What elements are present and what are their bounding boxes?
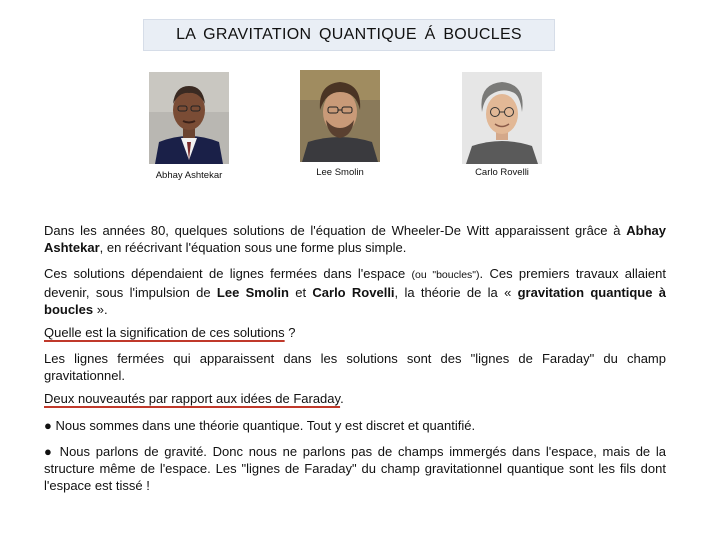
solutions-text-c: et	[288, 285, 313, 300]
intro-text-a: Dans les années 80, quelques solutions de l'équation de Wheeler-De Witt apparaissent grâce à	[44, 223, 627, 238]
name-carlo-rovelli: Carlo Rovelli	[312, 285, 395, 300]
question-nouveautes	[44, 390, 666, 407]
solutions-text-d: , la théorie de la «	[394, 285, 518, 300]
theory-name: gravitation quantique à boucles	[44, 285, 666, 317]
paragraph-faraday-lines: Les lignes fermées qui apparaissent dans les solutions sont des "lignes de Faraday" du champ gravitationnel.	[44, 351, 666, 383]
solutions-text-e: ».	[93, 302, 108, 317]
photo-abhay-ashtekar	[149, 72, 229, 164]
title-text: LA GRAVITATION QUANTIQUE Á BOUCLES	[176, 26, 522, 43]
photo-carlo-rovelli	[462, 72, 542, 164]
intro-text-b: , en réécrivant l'équation sous une forme plus simple.	[99, 240, 407, 255]
name-abhay-ashtekar: Abhay Ashtekar	[44, 223, 666, 255]
question-signification-suffix: ?	[284, 325, 296, 340]
paragraph-solutions	[44, 265, 666, 318]
question-nouveautes-text: Deux nouveautés par rapport aux idées de Faraday	[44, 391, 341, 406]
page-title	[143, 19, 555, 51]
photo-lee-smolin	[300, 70, 380, 162]
caption-lee-smolin: Lee Smolin	[316, 167, 364, 178]
solutions-text-a: Ces solutions dépendaient de lignes fermées dans l'espace	[44, 266, 412, 281]
solutions-text-b: . Ces premiers travaux allaient devenir, sous l'impulsion de	[44, 266, 666, 300]
caption-abhay-ashtekar: Abhay Ashtekar	[155, 170, 223, 181]
question-signification-text: Quelle est la signification de ces solutions	[44, 325, 285, 340]
loops-note: (ou "boucles")	[411, 269, 480, 281]
bullet-quantique: ● Nous sommes dans une théorie quantique. Tout y est discret et quantifié.	[44, 418, 476, 433]
name-lee-smolin: Lee Smolin	[216, 285, 289, 300]
caption-carlo-rovelli: Carlo Rovelli	[475, 167, 529, 178]
question-signification	[44, 324, 666, 341]
paragraph-intro	[44, 222, 666, 256]
bullet-gravite: ● Nous parlons de gravité. Donc nous ne parlons pas de champs immergés dans l'espace, mais de la structure même de l'espace. Les "lignes de Faraday" du champ gravitationnel quantique sont les fils dont l'espace est tissé !	[44, 444, 666, 493]
question-nouveautes-suffix: .	[340, 391, 344, 406]
